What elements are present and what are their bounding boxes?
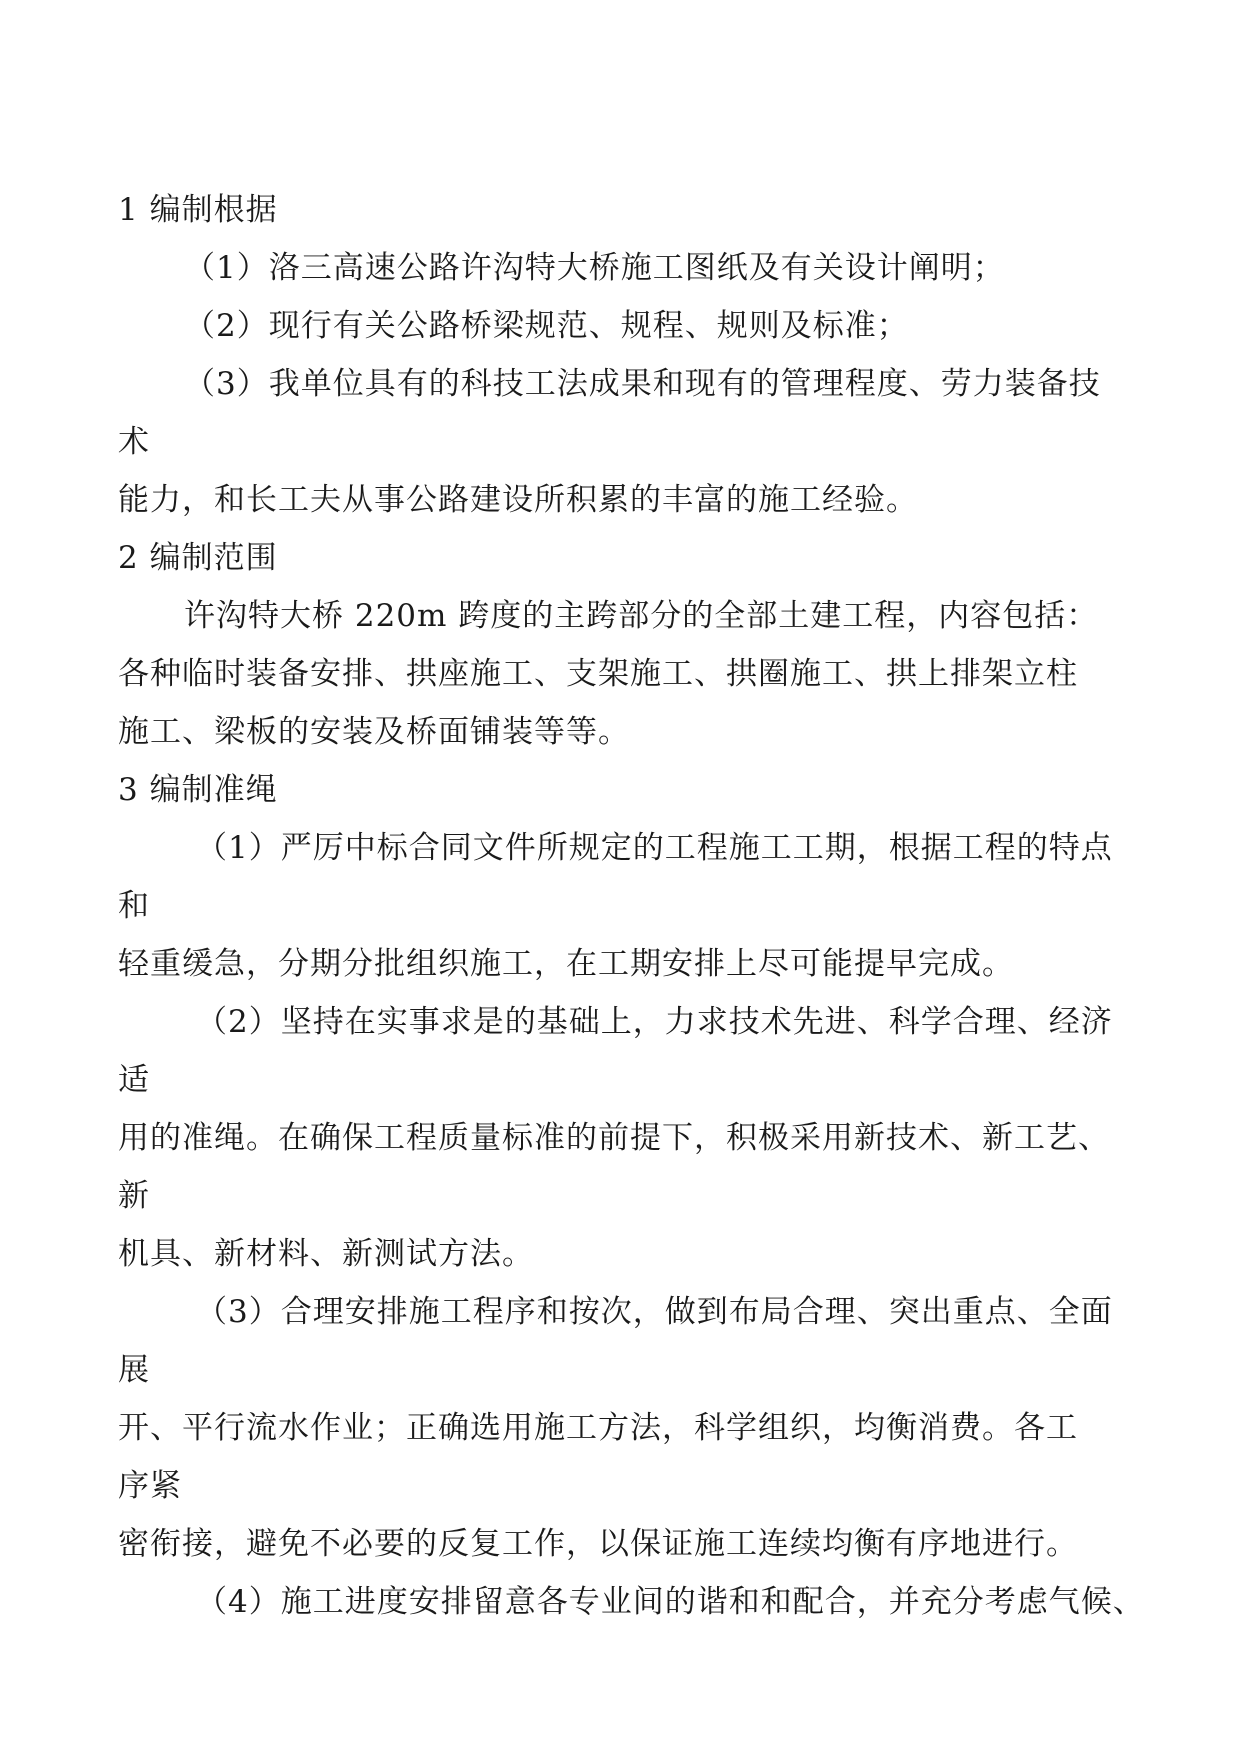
paragraph-line: （3）合理安排施工程序和按次，做到布局合理、突出重点、全面 (196, 1294, 1113, 1330)
paragraph-line: 各种临时装备安排、拱座施工、支架施工、拱圈施工、拱上排架立柱 (118, 656, 1078, 692)
paragraph-line: 术 (118, 424, 150, 460)
paragraph-line: 新 (118, 1178, 150, 1214)
paragraph-line: 施工、梁板的安装及桥面铺装等等。 (118, 714, 630, 750)
paragraph-line: （1）洛三高速公路许沟特大桥施工图纸及有关设计阐明； (184, 250, 1005, 286)
paragraph-line: 和 (118, 888, 150, 924)
paragraph-line: （1）严厉中标合同文件所规定的工程施工工期，根据工程的特点 (196, 830, 1113, 866)
paragraph-line: 轻重缓急，分期分批组织施工，在工期安排上尽可能提早完成。 (118, 946, 1014, 982)
paragraph-line: 展 (118, 1352, 150, 1388)
heading-1: 1 编制根据 (118, 192, 278, 228)
paragraph-line: 用的准绳。在确保工程质量标准的前提下，积极采用新技术、新工艺、 (118, 1120, 1110, 1156)
heading-2: 2 编制范围 (118, 540, 278, 576)
paragraph-line: （2）坚持在实事求是的基础上，力求技术先进、科学合理、经济 (196, 1004, 1113, 1040)
paragraph-line: 开、平行流水作业；正确选用施工方法，科学组织，均衡消费。各工 (118, 1410, 1078, 1446)
paragraph-line: 能力，和长工夫从事公路建设所积累的丰富的施工经验。 (118, 482, 918, 518)
paragraph-line: 许沟特大桥 220m 跨度的主跨部分的全部土建工程，内容包括： (184, 598, 1099, 634)
paragraph-line: 密衔接，避免不必要的反复工作，以保证施工连续均衡有序地进行。 (118, 1526, 1078, 1562)
heading-3: 3 编制准绳 (118, 772, 278, 808)
paragraph-line: （3）我单位具有的科技工法成果和现有的管理程度、劳力装备技 (184, 366, 1101, 402)
paragraph-line: （2）现行有关公路桥梁规范、规程、规则及标准； (184, 308, 909, 344)
paragraph-line: （4）施工进度安排留意各专业间的谐和和配合，并充分考虑气候、 (196, 1584, 1145, 1620)
paragraph-line: 机具、新材料、新测试方法。 (118, 1236, 534, 1272)
paragraph-line: 适 (118, 1062, 150, 1098)
paragraph-line: 序紧 (118, 1468, 182, 1504)
